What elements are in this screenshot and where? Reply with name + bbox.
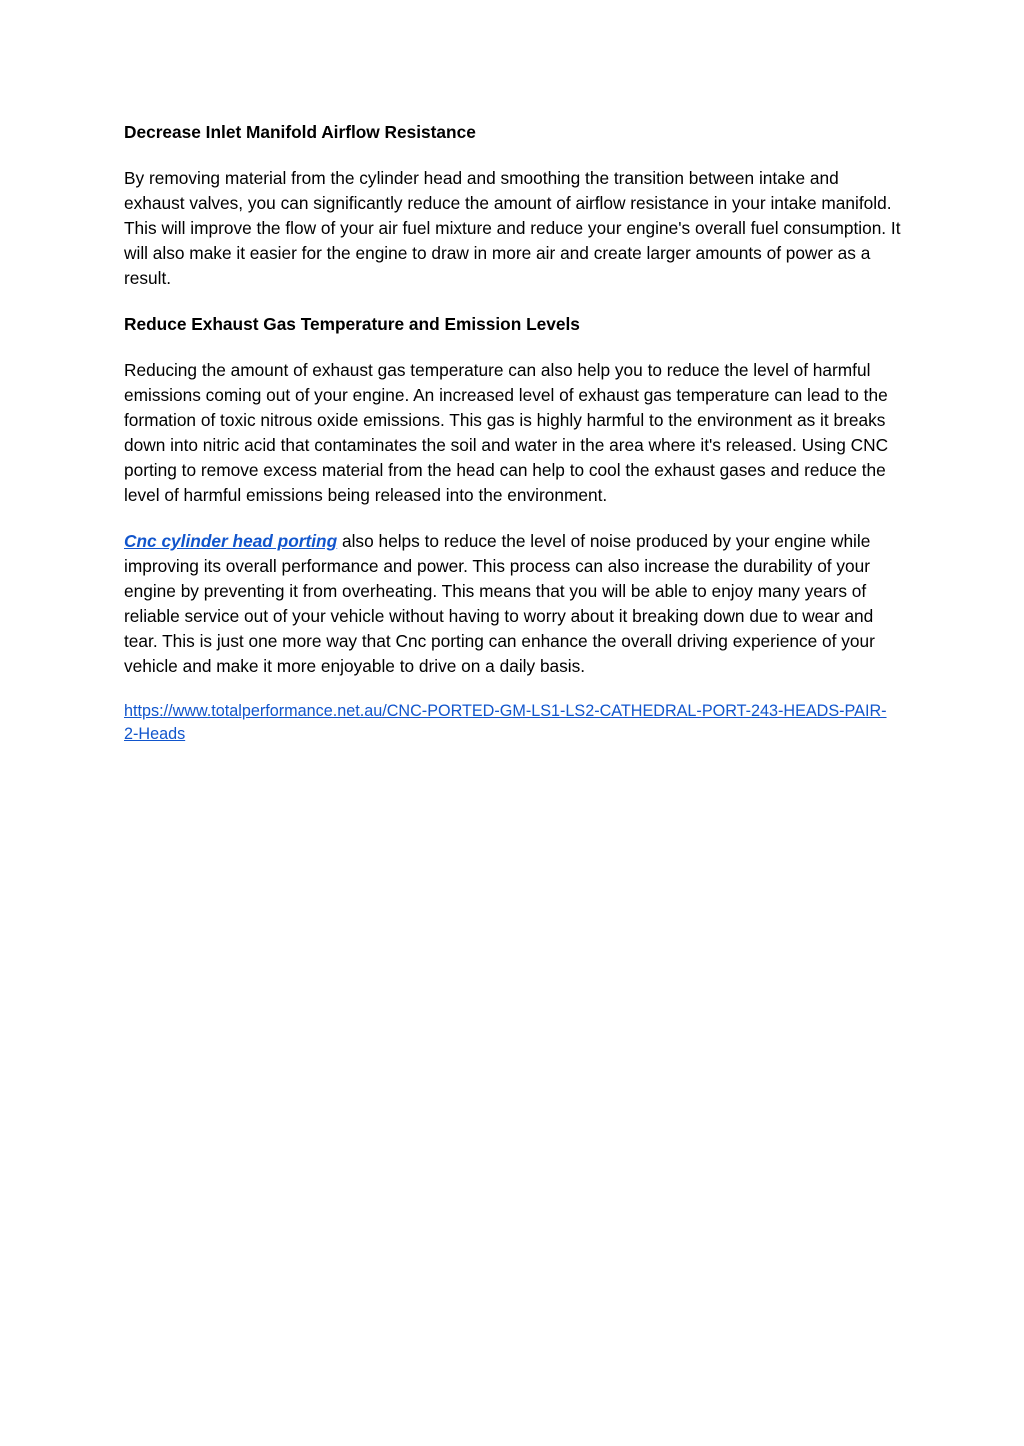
section-heading-exhaust-gas: Reduce Exhaust Gas Temperature and Emission Levels [124,314,580,334]
spacer [124,291,904,312]
paragraph-cnc-porting [124,529,904,679]
paragraph-inlet-manifold: By removing material from the cylinder head and smoothing the transition between intake and exhaust valves, you can significantly reduce the amount of airflow resistance in your intake manifold. This will improve the flow of your air fuel mixture and reduce your engine's overall fuel consumption. It will also make it easier for the engine to draw in more air and create larger amounts of power as a result. [124,168,901,288]
cnc-cylinder-head-porting-link[interactable]: Cnc cylinder head porting [124,531,338,551]
section-heading-inlet-manifold: Decrease Inlet Manifold Airflow Resistance [124,122,476,142]
spacer [124,679,904,700]
spacer [124,337,904,358]
spacer [124,508,904,529]
document-page [124,120,904,746]
paragraph-cnc-porting-text: also helps to reduce the level of noise produced by your engine while improving its overall performance and power. This process can also increase the durability of your engine by preventing it from overheating. This means that you will be able to enjoy many years of reliable service out of your vehicle without having to worry about it breaking down due to wear and tear. This is just one more way that Cnc porting can enhance the overall driving experience of your vehicle and make it more enjoyable to drive on a daily basis. [124,531,875,676]
source-url-link[interactable]: https://www.totalperformance.net.au/CNC-PORTED-GM-LS1-LS2-CATHEDRAL-PORT-243-HEADS-PAIR-2-Heads [124,702,887,743]
spacer [124,145,904,166]
paragraph-exhaust-gas: Reducing the amount of exhaust gas temperature can also help you to reduce the level of harmful emissions coming out of your engine. An increased level of exhaust gas temperature can lead to the formation of toxic nitrous oxide emissions. This gas is highly harmful to the environment as it breaks down into nitric acid that contaminates the soil and water in the area where it's released. Using CNC porting to remove excess material from the head can help to cool the exhaust gases and reduce the level of harmful emissions being released into the environment. [124,360,889,505]
